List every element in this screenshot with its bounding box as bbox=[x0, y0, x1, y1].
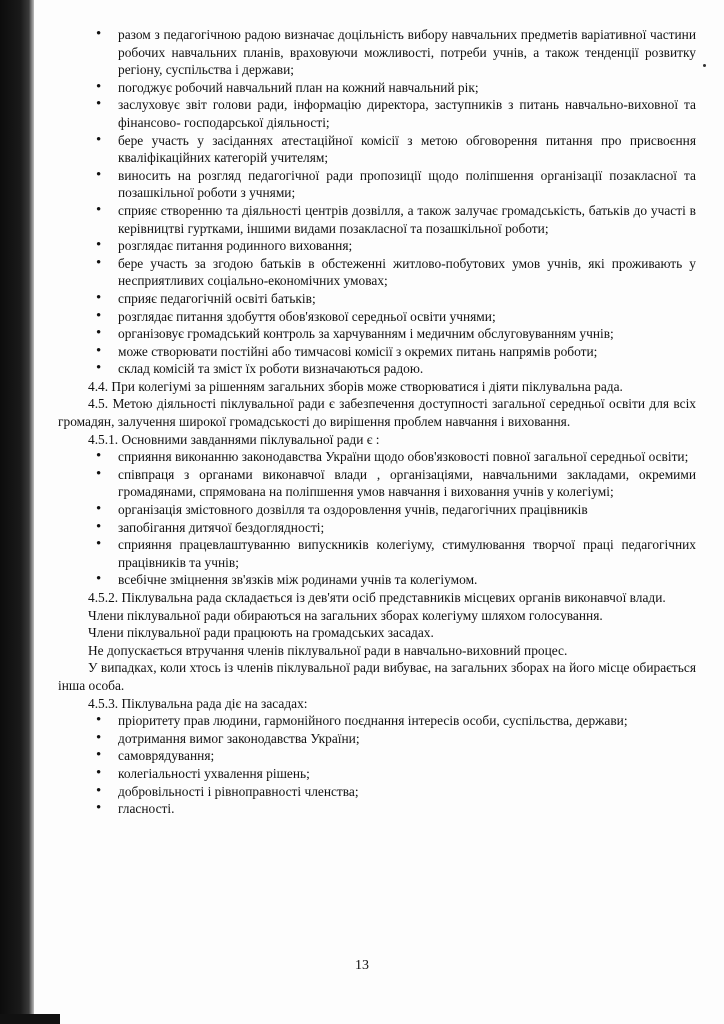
paragraph-replacement: У випадках, коли хтось із членів піклувальної ради вибуває, на загальних зборах на його місце обирається інша особа. bbox=[58, 660, 696, 693]
paragraph-4-5-1: 4.5.1. Основними завданнями піклувальної ради є : bbox=[88, 431, 380, 447]
list-item: • самоврядування; bbox=[58, 747, 696, 765]
list-item: • заслуховує звіт голови ради, інформацію директора, заступників з питань навчально-виховної та фінансово- господарської діяльності; bbox=[58, 96, 696, 131]
page-number: 13 bbox=[355, 958, 369, 973]
list-item: • сприяння працевлаштуванню випускників колегіуму, стимулювання творчої праці педагогічних працівників та учнів; bbox=[58, 536, 696, 571]
list-item: • гласності. bbox=[58, 800, 696, 818]
council-principles-list bbox=[58, 712, 696, 818]
list-item: • співпраця з органами виконавчої влади , організаціями, навчальними закладами, окремими громадянами, спрямована на поліпшення умов навчання і виховання учнів у колегіумі; bbox=[58, 466, 696, 501]
list-item: • разом з педагогічною радою визначає доцільність вибору навчальних предметів варіативної частини робочих навчальних планів, враховуючи можливості, потреби учнів, а також тенденції розвитку регіону, суспільства і держави; bbox=[58, 26, 696, 79]
scan-speck bbox=[703, 64, 706, 67]
list-item: • виносить на розгляд педагогічної ради пропозиції щодо поліпшення організації позакласної та позашкільної роботи з учнями; bbox=[58, 167, 696, 202]
list-item: • сприяння виконанню законодавства України щодо обов'язковості повної загальної середньої освіти; bbox=[58, 448, 696, 466]
paragraph-4-5-3: 4.5.3. Піклувальна рада діє на засадах: bbox=[88, 695, 308, 711]
scan-edge-shadow bbox=[0, 0, 34, 1024]
council-functions-list bbox=[58, 26, 696, 378]
list-item: • сприяє створенню та діяльності центрів дозвілля, а також залучає громадськість, батьків до участі в керівництві гуртками, іншими видами позакласної та позашкільної роботи; bbox=[58, 202, 696, 237]
list-item: • запобігання дитячої бездоглядності; bbox=[58, 519, 696, 537]
scan-edge-corner bbox=[0, 1014, 60, 1024]
list-item: • дотримання вимог законодавства України; bbox=[58, 730, 696, 748]
list-item: • колегіальності ухвалення рішень; bbox=[58, 765, 696, 783]
list-item: • організація змістовного дозвілля та оздоровлення учнів, педагогічних працівників bbox=[58, 501, 696, 519]
paragraph-no-interference: Не допускається втручання членів піклувальної ради в навчально-виховний процес. bbox=[88, 642, 568, 658]
paragraph-4-5: 4.5. Метою діяльності піклувальної ради є забезпечення доступності загальної середньої освіти для всіх громадян, залучення широкої громадськості до вирішення проблем навчання і виховання. bbox=[58, 396, 696, 430]
paragraph-members-public: Члени піклувальної ради працюють на громадських засадах. bbox=[88, 625, 434, 641]
list-item: • погоджує робочий навчальний план на кожний навчальний рік; bbox=[58, 79, 696, 97]
list-item: • розглядає питання родинного виховання; bbox=[58, 237, 696, 255]
paragraph-4-4: 4.4. При колегіумі за рішенням загальних зборів може створюватися і діяти піклувальна рада. bbox=[88, 378, 623, 394]
list-item: • сприяє педагогічній освіті батьків; bbox=[58, 290, 696, 308]
list-item: • організовує громадський контроль за харчуванням і медичним обслуговуванням учнів; bbox=[58, 325, 696, 343]
paragraph-members-elected: Члени піклувальної ради обираються на загальних зборах колегіуму шляхом голосування. bbox=[88, 607, 603, 623]
list-item: • пріоритету прав людини, гармонійного поєднання інтересів особи, суспільства, держави; bbox=[58, 712, 696, 730]
document-body bbox=[58, 26, 696, 818]
council-tasks-list bbox=[58, 448, 696, 589]
list-item: • всебічне зміцнення зв'язків між родинами учнів та колегіумом. bbox=[58, 571, 696, 589]
list-item: • склад комісій та зміст їх роботи визначаються радою. bbox=[58, 360, 696, 378]
list-item: • бере участь за згодою батьків в обстеженні житлово-побутових умов учнів, які проживають у несприятливих соціально-економічних умовах; bbox=[58, 255, 696, 290]
list-item: • може створювати постійні або тимчасові комісії з окремих питань напрямів роботи; bbox=[58, 343, 696, 361]
paragraph-4-5-2: 4.5.2. Піклувальна рада складається із дев'яти осіб представників місцевих органів виконавчої влади. bbox=[88, 590, 666, 605]
list-item: • добровільності і рівноправності членства; bbox=[58, 783, 696, 801]
list-item: • розглядає питання здобуття обов'язкової середньої освіти учнями; bbox=[58, 308, 696, 326]
list-item: • бере участь у засіданнях атестаційної комісії з метою обговорення питання про присвоєння кваліфікаційних категорій учителям; bbox=[58, 132, 696, 167]
